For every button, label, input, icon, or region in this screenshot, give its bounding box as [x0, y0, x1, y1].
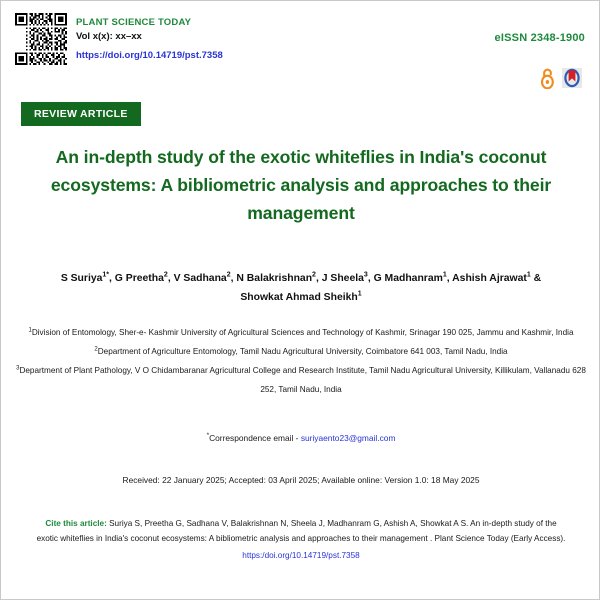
citation-doi-link[interactable]: https:/doi.org/10.14719/pst.7358 [242, 551, 360, 560]
citation-block [34, 516, 568, 563]
journal-name: PLANT SCIENCE TODAY [76, 17, 192, 28]
article-type-badge: REVIEW ARTICLE [21, 102, 141, 126]
volume-issue: Vol x(x): xx–xx [76, 31, 142, 42]
cite-this-article-label: Cite this article: [45, 519, 110, 528]
masthead [15, 13, 223, 65]
crossmark-badge-icon[interactable] [562, 68, 582, 88]
correspondence-email-link[interactable]: suriyaento23@gmail.com [300, 433, 396, 443]
affiliation-list [11, 323, 591, 399]
qr-code-icon [15, 13, 67, 65]
affiliation-item: $^2$Department of Agriculture Entomology, Tamil Nadu Agricultural University, Coimbatore 641 003, Tamil Nadu, India [94, 346, 508, 356]
affiliation-item: $^3$Department of Plant Pathology, V O Chidambaranar Agricultural College and Research Institute, Tamil Nadu Agricultural University, Killikulam, Vallanadu 628 252, Tamil Nadu, India [16, 365, 586, 394]
affiliation-item: $^1$Division of Entomology, Sher-e- Kashmir University of Agricultural Sciences and Technology of Kashmir, Srinagar 190 025, Jammu and Kashmir, India [28, 327, 574, 337]
eissn-label: eISSN 2348-1900 [494, 32, 585, 44]
author-list [47, 269, 555, 307]
masthead-doi-link[interactable]: https://doi.org/10.14719/pst.7358 [76, 50, 223, 61]
open-access-lock-icon[interactable] [540, 67, 555, 89]
correspondence-label: *Correspondence email - [206, 432, 301, 443]
author-names: S Suriya$^{1*}$, G Preetha$^2$, V Sadhana$^2$, N Balakrishnan$^2$, J Sheela$^3$, G Madhanram$^1$, Ashish Ajrawat$^1$ & Showkat Ahmad Sheikh$^1$ [60, 271, 542, 303]
publication-dates: Received: 22 January 2025; Accepted: 03 April 2025; Available online: Version 1.0: 18 May 2025 [122, 475, 480, 485]
masthead-text [76, 13, 223, 64]
citation-text: Suriya S, Preetha G, Sadhana V, Balakrishnan N, Sheela J, Madhanram G, Ashish A, Showkat A S. An in-depth study of the exotic whiteflies in India's coconut ecosystems: A bibliometric analysis and approaches to their management . Plant Science Today (Early Access). [36, 519, 566, 543]
page-title: An in-depth study of the exotic whiteflies in India's coconut ecosystems: A bibliometric analysis and approaches to their management [50, 147, 552, 223]
badge-group [540, 67, 582, 89]
correspondence-line [11, 431, 591, 445]
